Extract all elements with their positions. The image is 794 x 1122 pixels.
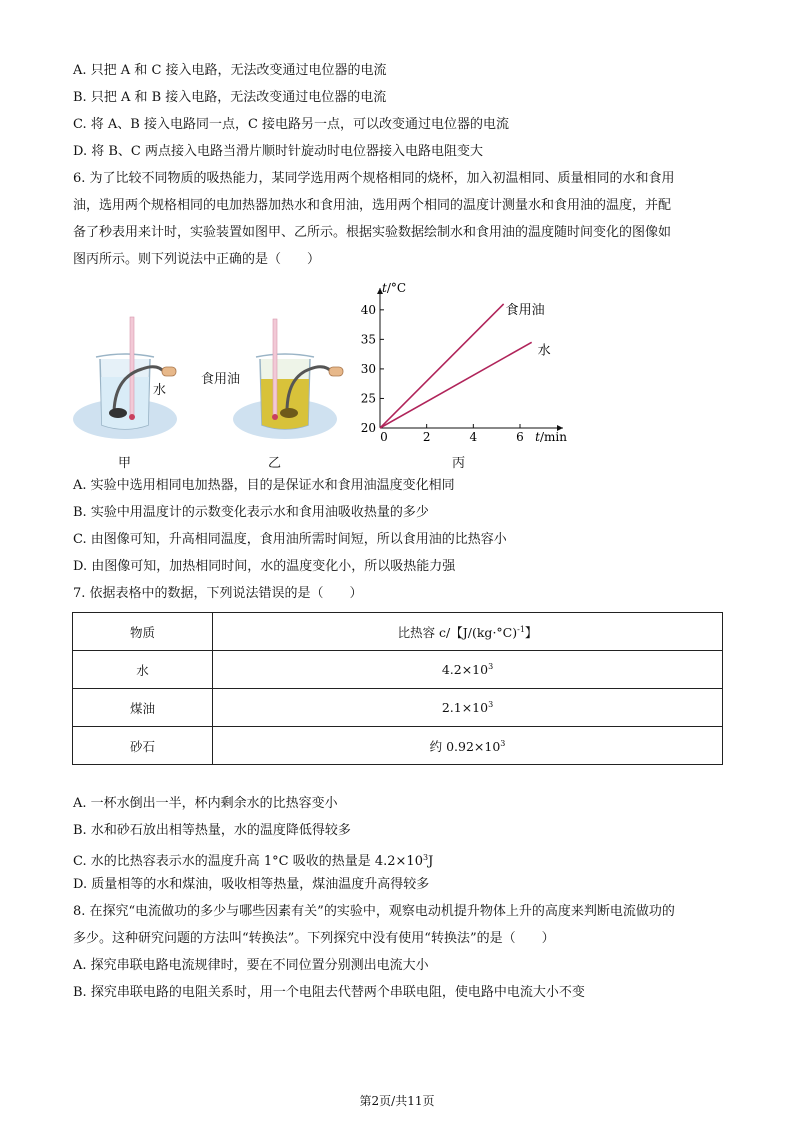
x-tick-label: 0 [380,430,388,444]
q6-stem-line-3: 备了秒表用来计时，实验装置如图甲、乙所示。根据实验数据绘制水和食用油的温度随时间变化的图像如 [73,225,672,240]
figure-yi-caption: 乙 [268,456,282,471]
q7-option-d: D. 质量相等的水和煤油，吸收相等热量，煤油温度升高得较多 [73,877,430,892]
specific-heat-table [72,612,723,765]
y-tick-label: 25 [360,391,376,406]
header-specific-heat: 比热容 c/【$J/(kg\cdot^\circ C)^{-1}$】 [213,613,723,651]
q5-option-b: B. 只把 A 和 B 接入电路，无法改变通过电位器的电流 [73,90,387,105]
y-axis-label: t/°C [382,282,407,295]
series-line-1 [380,342,532,428]
row-name: 砂石 [73,727,213,765]
series-label: 水 [537,343,551,359]
row-name: 水 [73,651,213,689]
q8-option-a: A. 探究串联电路电流规律时，要在不同位置分别测出电流大小 [73,958,429,973]
x-tick-label: 4 [469,430,478,444]
chart-series [380,302,551,428]
figure-bing-caption: 丙 [452,456,466,471]
q7-option-c: C. 水的比热容表示水的温度升高 1°C 吸收的热量是 $4.2\times 10^3J$ [73,853,434,869]
oil-label: 食用油 [201,372,241,387]
q6-option-d: D. 由图像可知，加热相同时间，水的温度变化小，所以吸热能力强 [73,559,456,574]
q5-option-a: A. 只把 A 和 C 接入电路，无法改变通过电位器的电流 [73,63,387,78]
q6-figures [60,282,580,472]
table-row [73,727,723,765]
q6-stem-line-4: 图丙所示。则下列说法中正确的是（ ） [73,252,321,267]
y-tick-label: 35 [360,332,376,347]
x-tick-label: 2 [422,430,431,444]
row-value: $2.1\times 10^3$ [213,689,723,727]
oil-beaker-figure [225,307,350,442]
q6-option-a: A. 实验中选用相同电加热器，目的是保证水和食用油温度变化相同 [73,478,455,493]
temperature-time-chart [350,282,575,447]
q8-option-b: B. 探究串联电路的电阻关系时，用一个电阻去代替两个串联电阻，使电路中电流大小不变 [73,985,585,1000]
table-header-row [73,613,723,651]
q6-option-c: C. 由图像可知，升高相同温度，食用油所需时间短，所以食用油的比热容小 [73,532,507,547]
q6-stem-line-2: 油，选用两个规格相同的电加热器加热水和食用油，选用两个相同的温度计测量水和食用油的温度，并配 [73,198,672,213]
header-substance: 物质 [73,613,213,651]
row-name: 煤油 [73,689,213,727]
figure-jia-caption: 甲 [118,456,132,471]
row-value: 约 $0.92\times 10^3$ [213,727,723,765]
q8-stem-line-2: 多少。这种研究问题的方法叫“转换法”。下列探究中没有使用“转换法”的是（ ） [73,931,555,946]
y-tick-label: 40 [360,302,376,317]
series-line-0 [380,304,504,428]
q6-stem-line-1: 6. 为了比较不同物质的吸热能力，某同学选用两个规格相同的烧杯，加入初温相同、质量相同的水和食用 [73,171,675,186]
x-axis-label: t/min [535,430,567,444]
x-tick-label: 6 [516,430,524,444]
q7-option-b: B. 水和砂石放出相等热量，水的温度降低得较多 [73,823,351,838]
water-beaker-figure [70,307,180,442]
page-footer: 第2页/共11页 [359,1094,435,1108]
q8-stem-line-1: 8. 在探究“电流做功的多少与哪些因素有关”的实验中，观察电动机提升物体上升的高度来判断电流做功的 [73,904,675,919]
y-tick-label: 20 [360,421,376,435]
q5-option-c: C. 将 A、B 接入电路同一点，C 接电路另一点，可以改变通过电位器的电流 [73,117,510,132]
q5-option-d: D. 将 B、C 两点接入电路当滑片顺时针旋动时电位器接入电路电阻变大 [73,144,483,159]
q6-option-b: B. 实验中用温度计的示数变化表示水和食用油吸收热量的多少 [73,505,429,520]
table-row [73,689,723,727]
series-label: 食用油 [505,302,545,318]
water-label: 水 [153,383,167,398]
table-row [73,651,723,689]
q7-option-a: A. 一杯水倒出一半，杯内剩余水的比热容变小 [73,796,338,811]
q7-stem: 7. 依据表格中的数据，下列说法错误的是（ ） [73,586,363,601]
row-value: $4.2\times 10^3$ [213,651,723,689]
y-tick-label: 30 [360,361,376,376]
